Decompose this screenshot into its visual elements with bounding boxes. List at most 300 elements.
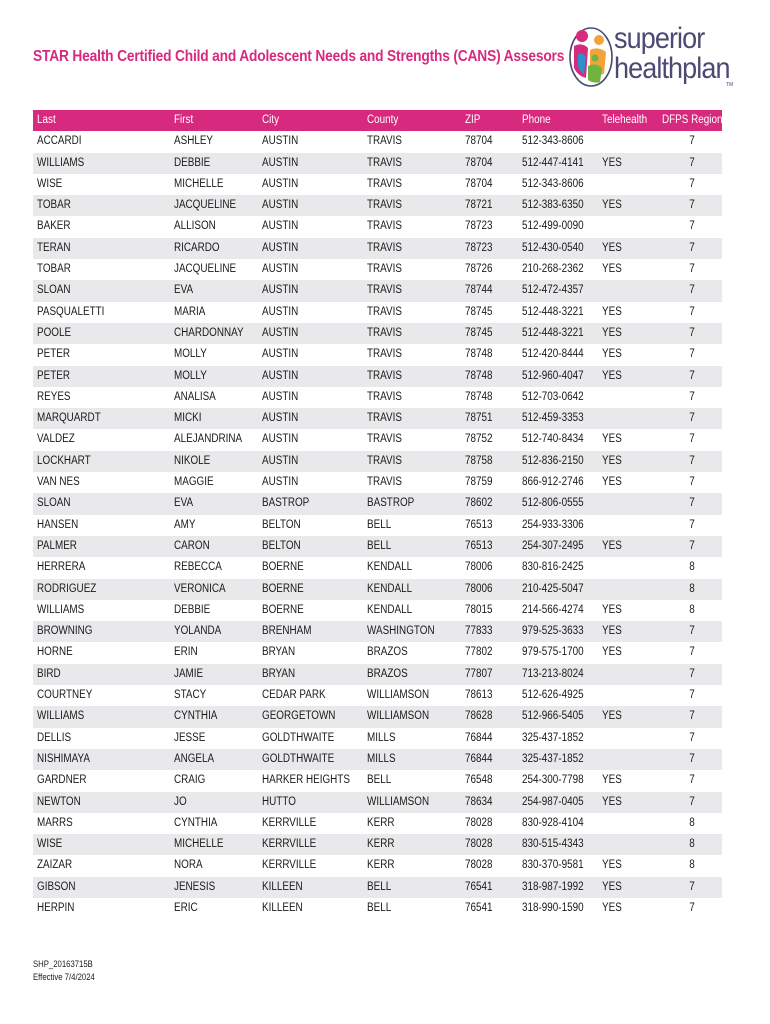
cell-city: BELTON	[262, 518, 301, 531]
cell-city: AUSTIN	[262, 305, 299, 318]
cell-city: KILLEEN	[262, 880, 303, 893]
table-row	[33, 195, 722, 216]
table-row	[33, 600, 722, 621]
cell-zip: 76513	[465, 539, 493, 552]
cell-phone: 830-370-9581	[522, 859, 584, 872]
cell-telehealth: YES	[602, 774, 622, 787]
cell-dfps-region: 7	[689, 263, 695, 276]
cell-dfps-region: 7	[689, 390, 695, 403]
cell-city: AUSTIN	[262, 241, 299, 254]
cell-county: KENDALL	[367, 603, 413, 616]
cell-telehealth: YES	[602, 710, 622, 723]
cell-city: BRYAN	[262, 646, 296, 659]
cell-city: BOERNE	[262, 561, 304, 574]
cell-last: PALMER	[37, 539, 77, 552]
cell-last: PASQUALETTI	[37, 305, 105, 318]
table-row	[33, 131, 722, 152]
table-row	[33, 238, 722, 259]
cell-zip: 78745	[465, 326, 493, 339]
cell-county: TRAVIS	[367, 369, 402, 382]
cell-dfps-region: 7	[689, 199, 695, 212]
cell-city: AUSTIN	[262, 326, 299, 339]
cell-first: ALEJANDRINA	[174, 433, 243, 446]
cell-zip: 78028	[465, 859, 493, 872]
cell-dfps-region: 7	[689, 348, 695, 361]
cell-county: BELL	[367, 880, 392, 893]
logo-trademark: TM	[726, 82, 734, 88]
cell-phone: 210-425-5047	[522, 582, 584, 595]
cell-phone: 830-816-2425	[522, 561, 584, 574]
cell-telehealth: YES	[602, 859, 622, 872]
table-row	[33, 898, 722, 919]
cell-last: MARQUARDT	[37, 412, 101, 425]
cell-county: KERR	[367, 859, 395, 872]
table-row	[33, 557, 722, 578]
cell-telehealth: YES	[602, 348, 622, 361]
cell-zip: 78704	[465, 135, 493, 148]
cell-zip: 78751	[465, 412, 493, 425]
header-last: Last	[37, 114, 56, 126]
cell-first: REBECCA	[174, 561, 222, 574]
table-row	[33, 685, 722, 706]
cell-phone: 713-213-8024	[522, 667, 584, 680]
cell-last: HORNE	[37, 646, 73, 659]
cell-dfps-region: 7	[689, 625, 695, 638]
table-row	[33, 174, 722, 195]
cell-first: YOLANDA	[174, 625, 222, 638]
cell-county: KENDALL	[367, 561, 413, 574]
cell-city: BRYAN	[262, 667, 296, 680]
cell-last: ZAIZAR	[37, 859, 73, 872]
table-row	[33, 792, 722, 813]
cell-phone: 512-383-6350	[522, 199, 584, 212]
header-city: City	[262, 114, 280, 126]
cell-city: KILLEEN	[262, 901, 303, 914]
cell-last: TERAN	[37, 241, 71, 254]
cell-county: KENDALL	[367, 582, 413, 595]
cell-county: WILLIAMSON	[367, 689, 430, 702]
cell-phone: 512-343-8606	[522, 135, 584, 148]
cell-zip: 78704	[465, 177, 493, 190]
cell-city: AUSTIN	[262, 390, 299, 403]
cell-telehealth: YES	[602, 880, 622, 893]
cell-county: BELL	[367, 774, 392, 787]
cell-dfps-region: 7	[689, 752, 695, 765]
table-row	[33, 877, 722, 898]
cell-city: AUSTIN	[262, 135, 299, 148]
cell-city: AUSTIN	[262, 412, 299, 425]
cell-zip: 78726	[465, 263, 493, 276]
cell-county: TRAVIS	[367, 348, 402, 361]
superior-healthplan-logo	[568, 22, 738, 94]
cell-city: HUTTO	[262, 795, 296, 808]
cell-telehealth: YES	[602, 454, 622, 467]
table-row	[33, 472, 722, 493]
cell-zip: 76541	[465, 901, 493, 914]
cell-county: TRAVIS	[367, 220, 402, 233]
cell-telehealth: YES	[602, 603, 622, 616]
cell-dfps-region: 7	[689, 710, 695, 723]
cell-county: TRAVIS	[367, 305, 402, 318]
cell-city: AUSTIN	[262, 156, 299, 169]
cell-phone: 830-515-4343	[522, 838, 584, 851]
assessors-table	[33, 110, 722, 919]
table-row	[33, 664, 722, 685]
cell-zip: 78748	[465, 348, 493, 361]
cell-telehealth: YES	[602, 156, 622, 169]
cell-county: BELL	[367, 901, 392, 914]
cell-phone: 979-575-1700	[522, 646, 584, 659]
header-first: First	[174, 114, 194, 126]
cell-dfps-region: 7	[689, 518, 695, 531]
cell-first: ERIN	[174, 646, 198, 659]
cell-phone: 210-268-2362	[522, 263, 584, 276]
cell-phone: 512-740-8434	[522, 433, 584, 446]
cell-phone: 512-430-0540	[522, 241, 584, 254]
cell-zip: 78006	[465, 582, 493, 595]
table-row	[33, 216, 722, 237]
cell-county: MILLS	[367, 731, 396, 744]
table-row	[33, 451, 722, 472]
cell-first: MICKI	[174, 412, 202, 425]
cell-zip: 78748	[465, 390, 493, 403]
cell-first: JAMIE	[174, 667, 204, 680]
cell-zip: 78745	[465, 305, 493, 318]
cell-last: BIRD	[37, 667, 61, 680]
cell-dfps-region: 8	[689, 561, 695, 574]
cell-last: NISHIMAYA	[37, 752, 90, 765]
cell-zip: 78704	[465, 156, 493, 169]
cell-dfps-region: 7	[689, 901, 695, 914]
cell-dfps-region: 7	[689, 412, 695, 425]
table-row	[33, 855, 722, 876]
cell-dfps-region: 8	[689, 816, 695, 829]
cell-city: GEORGETOWN	[262, 710, 336, 723]
cell-county: BELL	[367, 539, 392, 552]
cell-last: LOCKHART	[37, 454, 91, 467]
header-phone: Phone	[522, 114, 551, 126]
logo-text-healthplan: healthplan	[614, 52, 730, 85]
cell-phone: 325-437-1852	[522, 731, 584, 744]
document-footer	[33, 958, 95, 984]
cell-last: RODRIGUEZ	[37, 582, 97, 595]
cell-dfps-region: 7	[689, 369, 695, 382]
cell-county: TRAVIS	[367, 390, 402, 403]
cell-zip: 76844	[465, 731, 493, 744]
cell-phone: 512-472-4357	[522, 284, 584, 297]
footer-document-code: SHP_20163715B	[33, 959, 93, 969]
cell-county: TRAVIS	[367, 241, 402, 254]
cell-phone: 214-566-4274	[522, 603, 584, 616]
cell-first: JACQUELINE	[174, 263, 237, 276]
table-row	[33, 706, 722, 727]
cell-last: REYES	[37, 390, 71, 403]
cell-zip: 78752	[465, 433, 493, 446]
cell-first: DEBBIE	[174, 156, 211, 169]
cell-zip: 78723	[465, 220, 493, 233]
cell-city: KERRVILLE	[262, 838, 317, 851]
cell-city: AUSTIN	[262, 454, 299, 467]
cell-city: AUSTIN	[262, 263, 299, 276]
cell-phone: 512-966-5405	[522, 710, 584, 723]
table-row	[33, 579, 722, 600]
cell-first: NORA	[174, 859, 203, 872]
cell-city: CEDAR PARK	[262, 689, 326, 702]
cell-county: MILLS	[367, 752, 396, 765]
cell-city: BASTROP	[262, 497, 310, 510]
cell-city: GOLDTHWAITE	[262, 731, 335, 744]
cell-first: ANALISA	[174, 390, 216, 403]
cell-zip: 76548	[465, 774, 493, 787]
table-row	[33, 834, 722, 855]
cell-city: KERRVILLE	[262, 859, 317, 872]
cell-city: BOERNE	[262, 582, 304, 595]
cell-first: JACQUELINE	[174, 199, 237, 212]
cell-zip: 78723	[465, 241, 493, 254]
cell-zip: 78634	[465, 795, 493, 808]
cell-phone: 512-343-8606	[522, 177, 584, 190]
cell-last: SLOAN	[37, 284, 71, 297]
cell-dfps-region: 7	[689, 646, 695, 659]
cell-last: VALDEZ	[37, 433, 75, 446]
cell-dfps-region: 7	[689, 454, 695, 467]
cell-last: MARRS	[37, 816, 73, 829]
cell-last: ACCARDI	[37, 135, 82, 148]
document-title: STAR Health Certified Child and Adolescent Needs and Strengths (CANS) Assesors	[33, 48, 565, 65]
cell-county: BRAZOS	[367, 667, 408, 680]
cell-last: BAKER	[37, 220, 71, 233]
cell-phone: 512-448-3221	[522, 326, 584, 339]
cell-county: WASHINGTON	[367, 625, 435, 638]
logo-text-superior: superior	[614, 22, 705, 55]
cell-phone: 512-448-3221	[522, 305, 584, 318]
cell-first: NIKOLE	[174, 454, 211, 467]
cell-phone: 325-437-1852	[522, 752, 584, 765]
cell-dfps-region: 7	[689, 667, 695, 680]
cell-dfps-region: 8	[689, 838, 695, 851]
table-row	[33, 515, 722, 536]
cell-phone: 512-459-3353	[522, 412, 584, 425]
cell-zip: 78015	[465, 603, 493, 616]
cell-last: SLOAN	[37, 497, 71, 510]
cell-first: JENESIS	[174, 880, 216, 893]
cell-county: BRAZOS	[367, 646, 408, 659]
cell-city: BELTON	[262, 539, 301, 552]
cell-phone: 318-990-1590	[522, 901, 584, 914]
cell-first: ERIC	[174, 901, 198, 914]
cell-last: COURTNEY	[37, 689, 93, 702]
cell-last: GARDNER	[37, 774, 87, 787]
cell-zip: 78759	[465, 476, 493, 489]
cell-city: AUSTIN	[262, 284, 299, 297]
table-row	[33, 259, 722, 280]
cell-last: TOBAR	[37, 263, 71, 276]
cell-county: TRAVIS	[367, 177, 402, 190]
cell-last: TOBAR	[37, 199, 71, 212]
cell-telehealth: YES	[602, 199, 622, 212]
cell-county: TRAVIS	[367, 284, 402, 297]
cell-dfps-region: 7	[689, 177, 695, 190]
cell-zip: 77833	[465, 625, 493, 638]
cell-last: WILLIAMS	[37, 603, 85, 616]
cell-dfps-region: 7	[689, 326, 695, 339]
cell-county: TRAVIS	[367, 156, 402, 169]
cell-first: VERONICA	[174, 582, 226, 595]
cell-county: TRAVIS	[367, 263, 402, 276]
cell-county: TRAVIS	[367, 454, 402, 467]
table-row	[33, 493, 722, 514]
cell-city: AUSTIN	[262, 433, 299, 446]
cell-last: HERRERA	[37, 561, 86, 574]
cell-dfps-region: 7	[689, 135, 695, 148]
cell-telehealth: YES	[602, 241, 622, 254]
header-telehealth: Telehealth	[602, 114, 648, 126]
cell-last: WISE	[37, 838, 63, 851]
cell-county: KERR	[367, 816, 395, 829]
cell-zip: 77802	[465, 646, 493, 659]
table-header-row	[33, 110, 722, 131]
cell-dfps-region: 7	[689, 476, 695, 489]
cell-last: HERPIN	[37, 901, 75, 914]
table-row	[33, 813, 722, 834]
cell-phone: 512-420-8444	[522, 348, 584, 361]
cell-city: AUSTIN	[262, 476, 299, 489]
cell-phone: 512-960-4047	[522, 369, 584, 382]
cell-last: PETER	[37, 348, 70, 361]
table-row	[33, 323, 722, 344]
cell-zip: 76513	[465, 518, 493, 531]
cell-county: TRAVIS	[367, 135, 402, 148]
cell-first: MICHELLE	[174, 838, 224, 851]
cell-last: GIBSON	[37, 880, 76, 893]
cell-first: JESSE	[174, 731, 206, 744]
table-row	[33, 408, 722, 429]
cell-phone: 512-626-4925	[522, 689, 584, 702]
cell-first: CYNTHIA	[174, 816, 218, 829]
cell-first: ALLISON	[174, 220, 216, 233]
cell-dfps-region: 7	[689, 433, 695, 446]
cell-city: AUSTIN	[262, 369, 299, 382]
cell-city: AUSTIN	[262, 348, 299, 361]
cell-last: DELLIS	[37, 731, 72, 744]
table-row	[33, 642, 722, 663]
cell-first: MOLLY	[174, 348, 207, 361]
header-county: County	[367, 114, 399, 126]
cell-first: MICHELLE	[174, 177, 224, 190]
table-row	[33, 366, 722, 387]
cell-phone: 512-703-0642	[522, 390, 584, 403]
cell-last: POOLE	[37, 326, 72, 339]
cell-zip: 78613	[465, 689, 493, 702]
cell-zip: 78028	[465, 816, 493, 829]
family-logo-icon	[568, 24, 616, 88]
cell-county: TRAVIS	[367, 433, 402, 446]
cell-dfps-region: 7	[689, 241, 695, 254]
cell-first: MARIA	[174, 305, 206, 318]
cell-county: TRAVIS	[367, 199, 402, 212]
cell-first: CHARDONNAY	[174, 326, 244, 339]
cell-last: WILLIAMS	[37, 156, 85, 169]
table-row	[33, 749, 722, 770]
cell-zip: 78628	[465, 710, 493, 723]
cell-zip: 78721	[465, 199, 493, 212]
cell-last: WILLIAMS	[37, 710, 85, 723]
cell-city: AUSTIN	[262, 220, 299, 233]
cell-dfps-region: 7	[689, 539, 695, 552]
cell-first: CRAIG	[174, 774, 206, 787]
cell-first: STACY	[174, 689, 207, 702]
cell-first: EVA	[174, 284, 194, 297]
cell-city: BRENHAM	[262, 625, 312, 638]
cell-dfps-region: 7	[689, 497, 695, 510]
cell-phone: 254-987-0405	[522, 795, 584, 808]
table-row	[33, 344, 722, 365]
cell-first: RICARDO	[174, 241, 220, 254]
cell-telehealth: YES	[602, 433, 622, 446]
cell-phone: 512-447-4141	[522, 156, 584, 169]
header-zip: ZIP	[465, 114, 481, 126]
table-row	[33, 429, 722, 450]
cell-zip: 78744	[465, 284, 493, 297]
cell-city: AUSTIN	[262, 199, 299, 212]
cell-dfps-region: 7	[689, 731, 695, 744]
cell-first: ASHLEY	[174, 135, 214, 148]
cell-telehealth: YES	[602, 539, 622, 552]
cell-city: GOLDTHWAITE	[262, 752, 335, 765]
cell-telehealth: YES	[602, 305, 622, 318]
table-row	[33, 770, 722, 791]
cell-telehealth: YES	[602, 646, 622, 659]
cell-phone: 254-933-3306	[522, 518, 584, 531]
cell-last: NEWTON	[37, 795, 81, 808]
table-row	[33, 728, 722, 749]
cell-telehealth: YES	[602, 326, 622, 339]
cell-first: JO	[174, 795, 187, 808]
table-row	[33, 536, 722, 557]
cell-zip: 77807	[465, 667, 493, 680]
cell-county: TRAVIS	[367, 476, 402, 489]
cell-phone: 512-499-0090	[522, 220, 584, 233]
cell-dfps-region: 7	[689, 774, 695, 787]
cell-phone: 318-987-1992	[522, 880, 584, 893]
cell-first: MAGGIE	[174, 476, 214, 489]
cell-last: WISE	[37, 177, 63, 190]
cell-dfps-region: 7	[689, 880, 695, 893]
cell-zip: 78602	[465, 497, 493, 510]
cell-dfps-region: 7	[689, 156, 695, 169]
cell-telehealth: YES	[602, 263, 622, 276]
cell-dfps-region: 8	[689, 859, 695, 872]
cell-first: DEBBIE	[174, 603, 211, 616]
cell-phone: 830-928-4104	[522, 816, 584, 829]
cell-dfps-region: 8	[689, 582, 695, 595]
cell-dfps-region: 7	[689, 305, 695, 318]
cell-first: AMY	[174, 518, 196, 531]
cell-last: VAN NES	[37, 476, 80, 489]
cell-phone: 254-300-7798	[522, 774, 584, 787]
cell-dfps-region: 7	[689, 795, 695, 808]
table-row	[33, 387, 722, 408]
cell-telehealth: YES	[602, 369, 622, 382]
cell-dfps-region: 7	[689, 689, 695, 702]
cell-first: ANGELA	[174, 752, 215, 765]
cell-county: TRAVIS	[367, 412, 402, 425]
cell-zip: 76541	[465, 880, 493, 893]
cell-last: PETER	[37, 369, 70, 382]
cell-county: WILLIAMSON	[367, 710, 430, 723]
cell-phone: 979-525-3633	[522, 625, 584, 638]
cell-city: AUSTIN	[262, 177, 299, 190]
